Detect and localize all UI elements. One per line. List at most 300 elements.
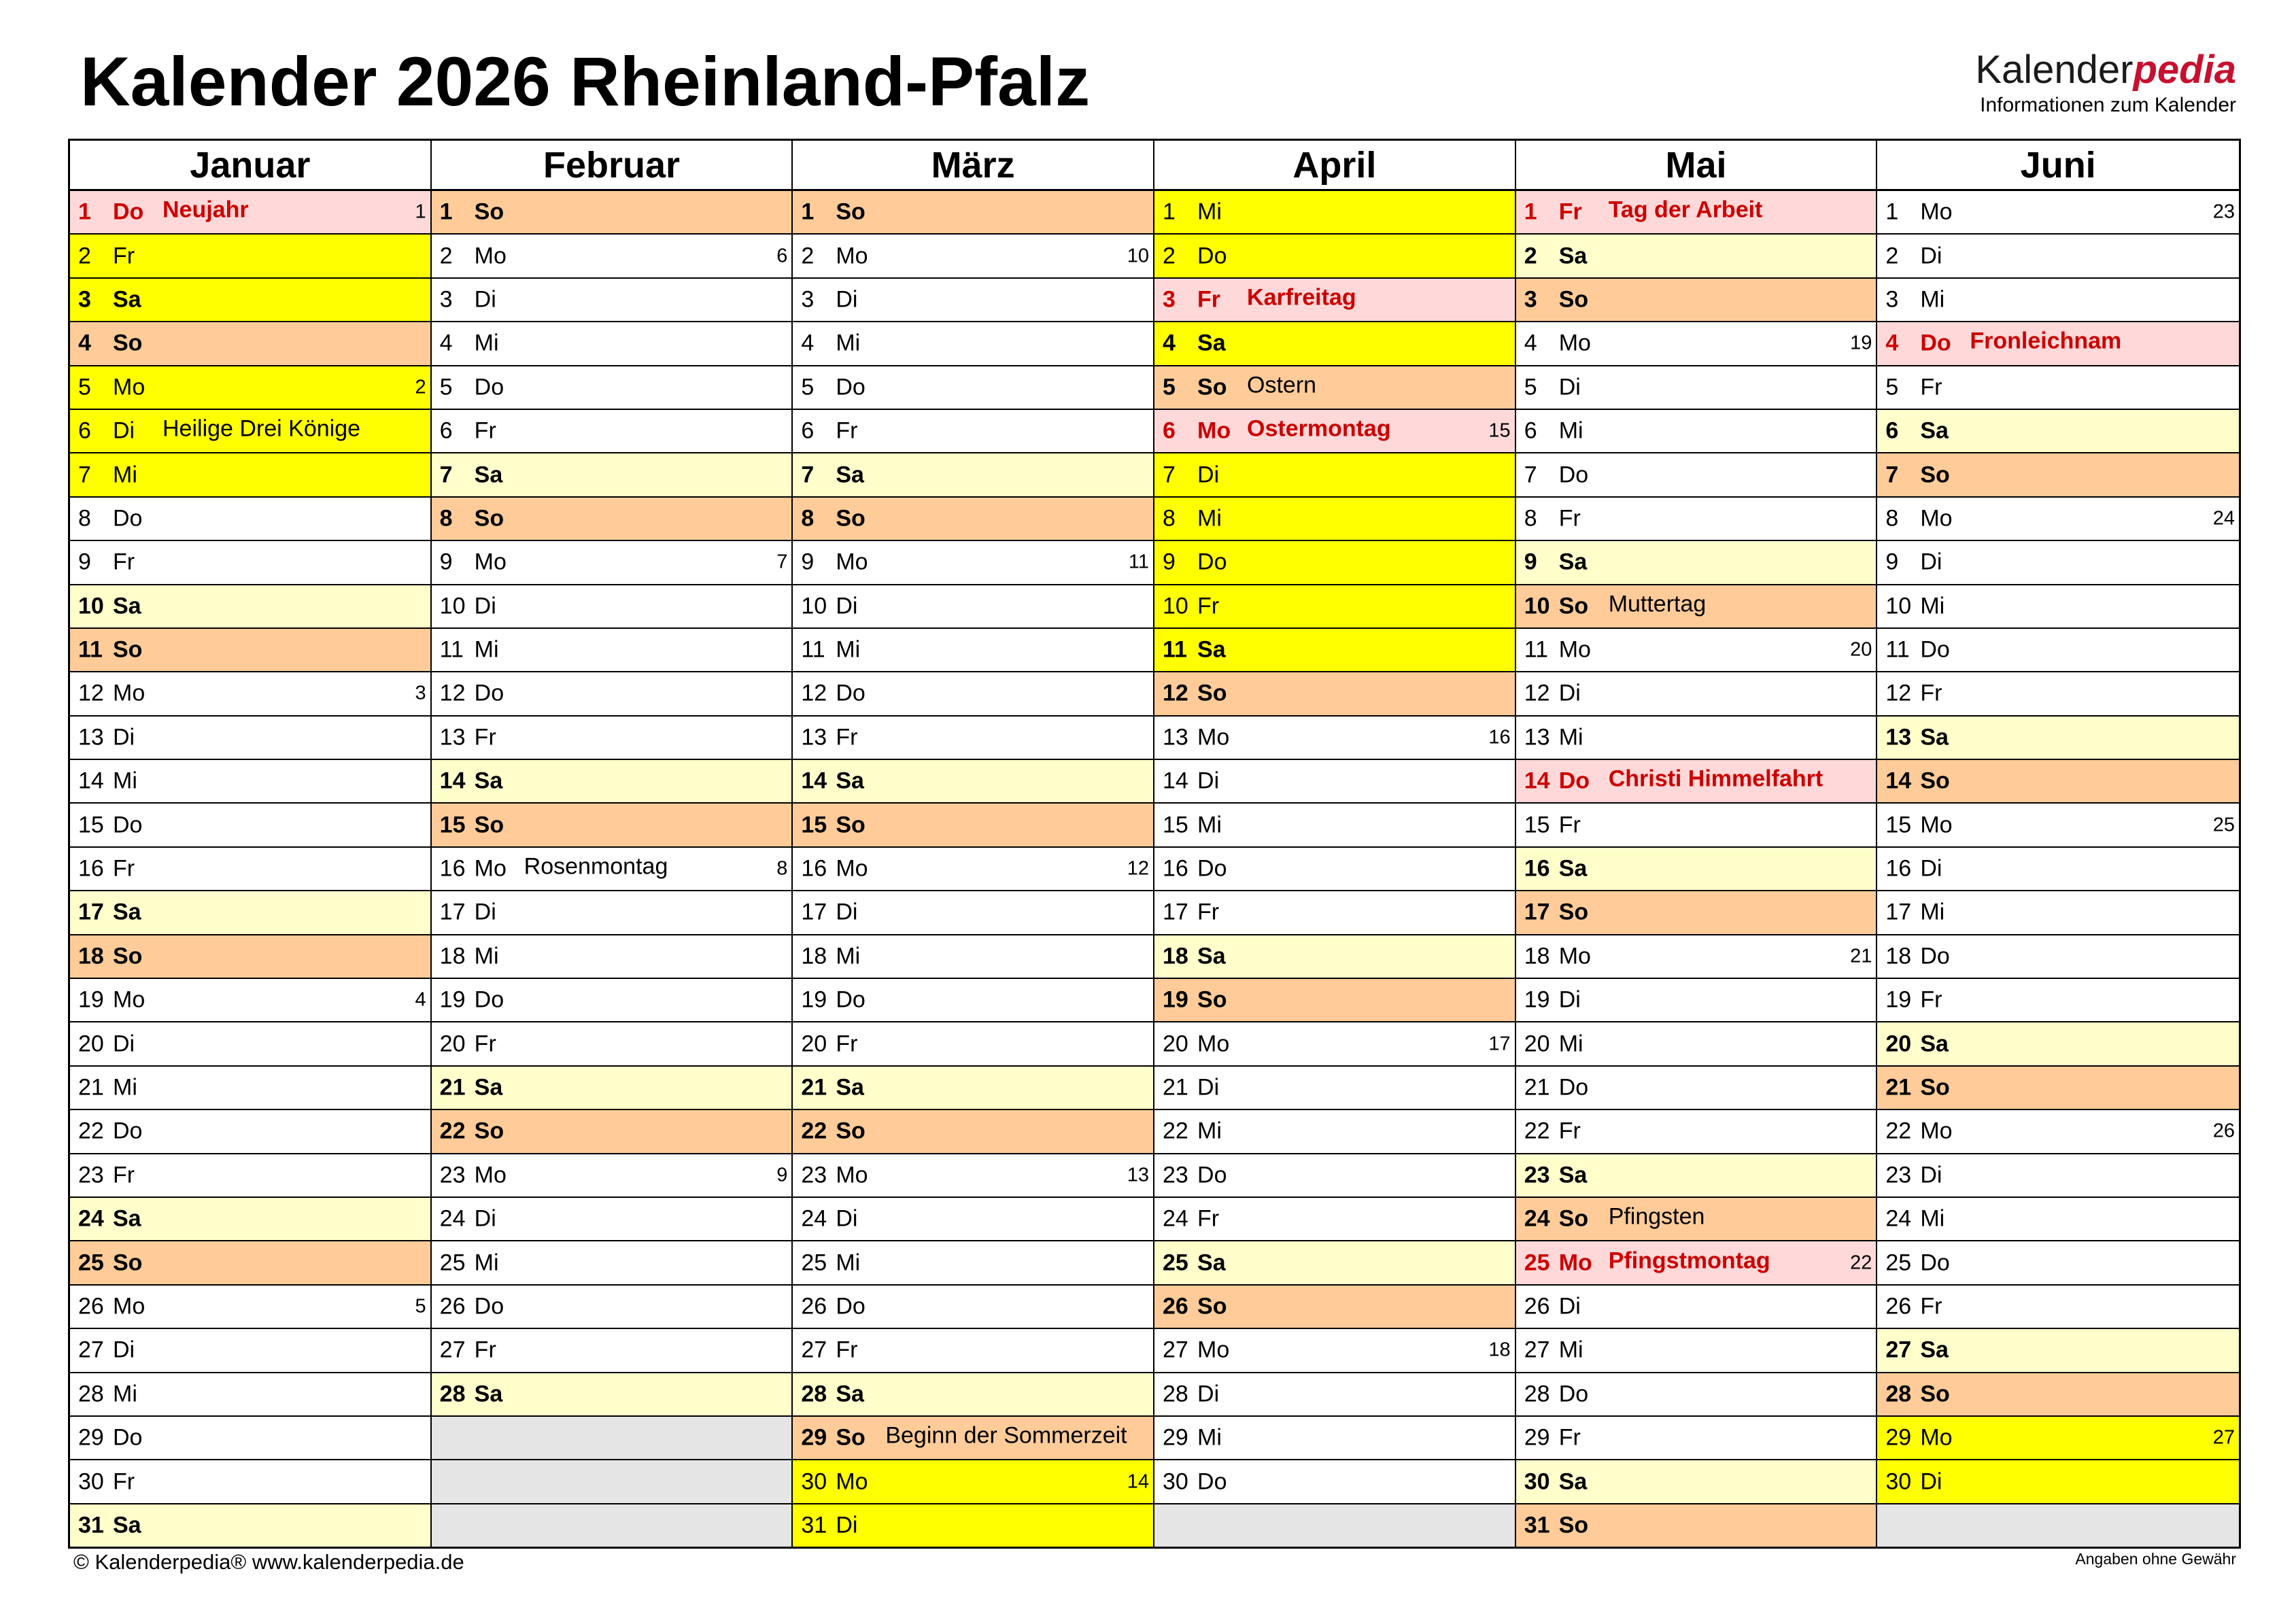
day-row (70, 235, 430, 278)
day-row (1516, 891, 1877, 935)
day-number: 23 (439, 1162, 466, 1188)
calendar-week-number: 4 (415, 988, 426, 1011)
weekday: Mi (1558, 724, 1583, 751)
day-row (1877, 1022, 2239, 1066)
day-row (1154, 1198, 1515, 1241)
day-number: 7 (78, 462, 91, 488)
day-row (1516, 1154, 1877, 1198)
day-number: 5 (1524, 374, 1537, 400)
weekday: Mi (113, 462, 137, 488)
weekday: So (1920, 768, 1950, 794)
weekday: Sa (1197, 943, 1226, 969)
day-row (70, 804, 430, 847)
day-row (793, 1110, 1153, 1154)
weekday: Do (1558, 462, 1589, 488)
day-number: 27 (439, 1337, 466, 1363)
day-number: 6 (801, 417, 815, 444)
day-row (1516, 804, 1877, 847)
day-row (1154, 1154, 1515, 1198)
weekday: So (1197, 986, 1227, 1013)
month-header: Februar (432, 141, 792, 191)
day-number: 4 (1163, 330, 1176, 356)
weekday: Di (1920, 549, 1942, 575)
month-days (793, 191, 1153, 1547)
day-number: 20 (1524, 1031, 1550, 1057)
empty-day-cell (432, 1504, 792, 1547)
day-number: 2 (78, 243, 91, 269)
day-row (1154, 498, 1515, 541)
day-row (70, 1067, 430, 1110)
month-days (1516, 191, 1877, 1547)
day-row (1154, 1022, 1515, 1066)
day-number: 4 (78, 330, 91, 356)
weekday: So (474, 199, 504, 225)
day-number: 1 (1163, 199, 1176, 225)
day-row (1877, 1154, 2239, 1198)
day-number: 18 (1524, 943, 1550, 969)
day-row (1516, 541, 1877, 585)
day-note: Christi Himmelfahrt (1608, 765, 1823, 792)
weekday: Mo (474, 855, 507, 882)
calendar-week-number: 14 (1127, 1470, 1150, 1493)
day-number: 1 (801, 199, 815, 225)
weekday: Sa (474, 1381, 503, 1407)
weekday: Sa (113, 899, 141, 925)
weekday: Mi (1197, 1118, 1222, 1144)
day-row (432, 1022, 792, 1066)
day-number: 6 (1163, 417, 1176, 444)
day-number: 28 (1524, 1381, 1550, 1407)
day-row (70, 1460, 430, 1504)
day-row (1877, 1198, 2239, 1241)
day-number: 13 (78, 724, 104, 751)
calendar-week-number: 9 (776, 1164, 788, 1186)
calendar-week-number: 3 (415, 682, 426, 704)
day-number: 31 (801, 1512, 827, 1538)
weekday: Di (474, 1205, 496, 1232)
day-row (1877, 717, 2239, 760)
day-number: 23 (801, 1162, 827, 1188)
weekday: Mo (113, 680, 145, 706)
day-number: 13 (1163, 724, 1188, 751)
day-number: 22 (78, 1118, 104, 1144)
weekday: Sa (1558, 1162, 1588, 1188)
day-row (432, 235, 792, 278)
day-number: 3 (1524, 286, 1537, 313)
day-row (1154, 1460, 1515, 1504)
weekday: Fr (474, 724, 496, 751)
day-number: 19 (439, 986, 466, 1013)
weekday: Sa (1558, 549, 1588, 575)
weekday: Mo (1920, 1118, 1953, 1144)
day-row (793, 717, 1153, 760)
day-row (70, 629, 430, 672)
day-number: 12 (78, 680, 104, 706)
day-number: 29 (801, 1424, 827, 1451)
day-number: 18 (1163, 943, 1188, 969)
weekday: Fr (1197, 899, 1220, 925)
weekday: Mo (1920, 199, 1953, 225)
weekday: Mi (1197, 812, 1222, 838)
weekday: So (113, 330, 143, 356)
day-number: 10 (78, 593, 104, 619)
day-number: 1 (1524, 199, 1537, 225)
weekday: Di (1558, 1293, 1581, 1320)
day-row (1154, 366, 1515, 410)
day-row (432, 1154, 792, 1198)
day-number: 26 (801, 1293, 827, 1320)
month-header: Januar (70, 141, 430, 191)
month-column (1516, 141, 1878, 1547)
weekday: Fr (113, 549, 135, 575)
day-number: 12 (1524, 680, 1550, 706)
weekday: Di (1920, 1162, 1942, 1188)
weekday: Di (1197, 1074, 1220, 1101)
day-row (70, 1110, 430, 1154)
day-number: 9 (1524, 549, 1537, 575)
weekday: Mo (474, 243, 507, 269)
weekday: Mo (1558, 1250, 1592, 1276)
day-number: 28 (801, 1381, 827, 1407)
weekday: Sa (836, 1074, 864, 1101)
day-number: 17 (1885, 899, 1912, 925)
day-number: 5 (801, 374, 815, 400)
day-row (70, 848, 430, 891)
day-row (1154, 410, 1515, 453)
weekday: Di (474, 899, 496, 925)
day-row (1877, 1329, 2239, 1373)
day-row (70, 322, 430, 366)
weekday: So (836, 812, 866, 838)
weekday: So (1197, 374, 1227, 400)
calendar-week-number: 11 (1128, 551, 1150, 573)
day-number: 23 (1163, 1162, 1188, 1188)
day-number: 7 (801, 462, 815, 488)
day-row (1516, 279, 1877, 322)
day-row (70, 979, 430, 1022)
day-row (1516, 1241, 1877, 1285)
day-number: 31 (78, 1512, 104, 1538)
day-number: 12 (1885, 680, 1912, 706)
day-number: 12 (801, 680, 827, 706)
day-number: 1 (78, 199, 91, 225)
day-number: 28 (78, 1381, 104, 1407)
day-row (1154, 1417, 1515, 1460)
day-number: 21 (801, 1074, 827, 1101)
weekday: Mo (836, 855, 868, 882)
day-row (793, 191, 1153, 235)
day-row (1516, 453, 1877, 497)
day-row (793, 1373, 1153, 1417)
day-row (793, 235, 1153, 278)
day-row (1154, 541, 1515, 585)
calendar-week-number: 18 (1488, 1339, 1511, 1361)
day-row (1516, 366, 1877, 410)
day-row (70, 453, 430, 497)
weekday: Do (474, 1293, 504, 1320)
day-number: 29 (1524, 1424, 1550, 1451)
day-row (1516, 1067, 1877, 1110)
calendar-week-number: 20 (1850, 638, 1872, 661)
day-number: 22 (801, 1118, 827, 1144)
day-number: 3 (439, 286, 453, 313)
day-number: 3 (801, 286, 815, 313)
calendar-week-number: 6 (776, 245, 788, 267)
day-row (1877, 1286, 2239, 1329)
weekday: Do (1558, 1381, 1589, 1407)
weekday: Fr (474, 417, 496, 444)
day-row (70, 1241, 430, 1285)
day-row (1877, 279, 2239, 322)
day-number: 20 (1885, 1031, 1912, 1057)
day-row (70, 1198, 430, 1241)
day-row (1516, 979, 1877, 1022)
day-row (1516, 498, 1877, 541)
day-number: 9 (1163, 549, 1176, 575)
day-row (1877, 672, 2239, 716)
day-row (432, 1373, 792, 1417)
weekday: So (836, 1424, 866, 1451)
day-number: 6 (78, 417, 91, 444)
day-row (1516, 191, 1877, 235)
weekday: Sa (1197, 636, 1226, 663)
day-note: Beginn der Sommerzeit (885, 1422, 1127, 1449)
month-header: Juni (1877, 141, 2239, 191)
day-number: 19 (1885, 986, 1912, 1013)
weekday: Fr (1197, 286, 1221, 313)
day-row (793, 1154, 1153, 1198)
day-row (432, 453, 792, 497)
day-row (70, 1417, 430, 1460)
day-row (1516, 1110, 1877, 1154)
day-number: 31 (1524, 1512, 1550, 1538)
day-row (1154, 1067, 1515, 1110)
day-number: 21 (1163, 1074, 1188, 1101)
weekday: Sa (1558, 1468, 1588, 1495)
weekday: Mi (1197, 505, 1222, 532)
day-number: 2 (1163, 243, 1176, 269)
weekday: Fr (474, 1031, 496, 1057)
day-number: 27 (1885, 1337, 1912, 1363)
day-row (1154, 935, 1515, 979)
calendar-week-number: 24 (2212, 507, 2235, 530)
day-note: Neujahr (162, 196, 249, 223)
day-number: 5 (439, 374, 453, 400)
day-number: 28 (1885, 1381, 1912, 1407)
weekday: Mo (1920, 505, 1953, 532)
day-row (793, 410, 1153, 453)
month-column (793, 141, 1154, 1547)
day-number: 19 (78, 986, 104, 1013)
weekday: Mi (1558, 1031, 1583, 1057)
day-number: 21 (1524, 1074, 1550, 1101)
day-row (793, 1460, 1153, 1504)
weekday: Do (474, 680, 504, 706)
day-number: 28 (1163, 1381, 1188, 1407)
weekday: Mi (836, 943, 861, 969)
day-number: 2 (1885, 243, 1899, 269)
weekday: Sa (474, 1074, 503, 1101)
day-number: 11 (801, 636, 825, 663)
day-row (793, 1504, 1153, 1547)
day-row (1877, 979, 2239, 1022)
day-row (1154, 279, 1515, 322)
day-number: 1 (439, 199, 453, 225)
day-number: 5 (1885, 374, 1899, 400)
weekday: Sa (1920, 417, 1949, 444)
day-row (1877, 848, 2239, 891)
day-number: 20 (439, 1031, 466, 1057)
weekday: Sa (474, 768, 503, 794)
weekday: Mo (1197, 724, 1230, 751)
day-row (70, 1504, 430, 1547)
weekday: Fr (1558, 1424, 1581, 1451)
weekday: Mo (1197, 1337, 1230, 1363)
empty-day-cell (432, 1460, 792, 1504)
day-row (793, 804, 1153, 847)
weekday: Mi (1558, 1337, 1583, 1363)
day-note: Pfingstmontag (1608, 1247, 1770, 1273)
day-row (793, 935, 1153, 979)
weekday: Mi (1558, 417, 1583, 444)
day-row (432, 191, 792, 235)
day-row (432, 760, 792, 804)
weekday: So (113, 943, 143, 969)
calendar-week-number: 7 (776, 551, 788, 573)
day-row (1154, 672, 1515, 716)
day-number: 20 (1163, 1031, 1188, 1057)
weekday: Fr (474, 1337, 496, 1363)
weekday: Do (474, 986, 504, 1013)
day-row (1877, 1417, 2239, 1460)
day-row (1154, 848, 1515, 891)
day-number: 17 (1163, 899, 1188, 925)
weekday: Sa (113, 1205, 141, 1232)
day-row (432, 717, 792, 760)
weekday: So (1558, 1512, 1589, 1538)
calendar-week-number: 12 (1127, 857, 1150, 880)
footer-copyright: © Kalenderpedia® www.kalenderpedia.de (73, 1550, 464, 1574)
weekday: So (1558, 593, 1589, 619)
calendar-week-number: 27 (2212, 1426, 2235, 1449)
brand-name: Kalender (1975, 48, 2134, 92)
day-number: 13 (439, 724, 466, 751)
brand-wordmark (1975, 48, 2236, 92)
weekday: Mo (1920, 812, 1953, 838)
day-number: 9 (801, 549, 815, 575)
day-row (432, 279, 792, 322)
day-row (793, 1067, 1153, 1110)
weekday: Do (836, 374, 866, 400)
day-number: 15 (801, 812, 827, 838)
day-number: 16 (1524, 855, 1550, 882)
weekday: Sa (1197, 1250, 1226, 1276)
day-row (1516, 1417, 1877, 1460)
weekday: Mo (113, 986, 145, 1013)
day-row (1154, 717, 1515, 760)
day-row (1516, 410, 1877, 453)
day-number: 24 (439, 1205, 466, 1232)
day-number: 8 (1163, 505, 1176, 532)
day-row (70, 935, 430, 979)
day-row (793, 629, 1153, 672)
empty-day-cell (1877, 1504, 2239, 1547)
day-number: 24 (78, 1205, 104, 1232)
day-note: Karfreitag (1247, 284, 1356, 311)
weekday: Di (836, 1512, 858, 1538)
calendar-week-number: 5 (415, 1295, 426, 1318)
day-number: 5 (78, 374, 91, 400)
day-row (793, 366, 1153, 410)
weekday: Do (113, 1424, 143, 1451)
footer-disclaimer: Angaben ohne Gewähr (2075, 1550, 2236, 1568)
weekday: Mi (474, 636, 499, 663)
weekday: Di (1920, 243, 1942, 269)
day-note: Muttertag (1608, 591, 1707, 617)
weekday: Mi (1197, 199, 1222, 225)
day-number: 17 (801, 899, 827, 925)
day-row (1154, 1286, 1515, 1329)
day-row (432, 672, 792, 716)
day-row (1877, 1067, 2239, 1110)
day-number: 14 (801, 768, 827, 794)
day-number: 11 (1163, 636, 1187, 663)
calendar-week-number: 1 (415, 201, 426, 223)
day-number: 8 (1524, 505, 1537, 532)
day-number: 16 (1163, 855, 1188, 882)
day-number: 4 (801, 330, 815, 356)
weekday: So (1197, 1293, 1227, 1320)
day-number: 4 (1885, 330, 1899, 356)
weekday: So (1558, 1205, 1589, 1232)
weekday: Do (1197, 855, 1227, 882)
weekday: So (113, 1250, 143, 1276)
day-number: 19 (1524, 986, 1550, 1013)
day-number: 26 (1163, 1293, 1188, 1320)
day-row (70, 191, 430, 235)
brand-logo[interactable] (1975, 48, 2236, 117)
day-row (1877, 935, 2239, 979)
month-days (432, 191, 792, 1547)
day-row (793, 1417, 1153, 1460)
day-number: 28 (439, 1381, 466, 1407)
day-number: 4 (439, 330, 453, 356)
day-number: 15 (1524, 812, 1550, 838)
day-row (70, 891, 430, 935)
weekday: Do (113, 505, 143, 532)
weekday: Do (1197, 243, 1227, 269)
day-row (793, 585, 1153, 629)
day-row (70, 1329, 430, 1373)
day-number: 8 (1885, 505, 1899, 532)
day-number: 22 (1163, 1118, 1188, 1144)
day-row (1154, 585, 1515, 629)
day-row (1154, 629, 1515, 672)
day-number: 23 (78, 1162, 104, 1188)
weekday: Di (1920, 855, 1942, 882)
month-header: Mai (1516, 141, 1877, 191)
day-row (1516, 935, 1877, 979)
day-row (1516, 760, 1877, 804)
weekday: So (1920, 1381, 1950, 1407)
month-column (70, 141, 432, 1547)
weekday: Di (474, 593, 496, 619)
weekday: Di (113, 724, 135, 751)
calendar-week-number: 25 (2212, 814, 2235, 836)
weekday: Mo (836, 243, 868, 269)
day-number: 30 (1163, 1468, 1188, 1495)
day-row (70, 717, 430, 760)
